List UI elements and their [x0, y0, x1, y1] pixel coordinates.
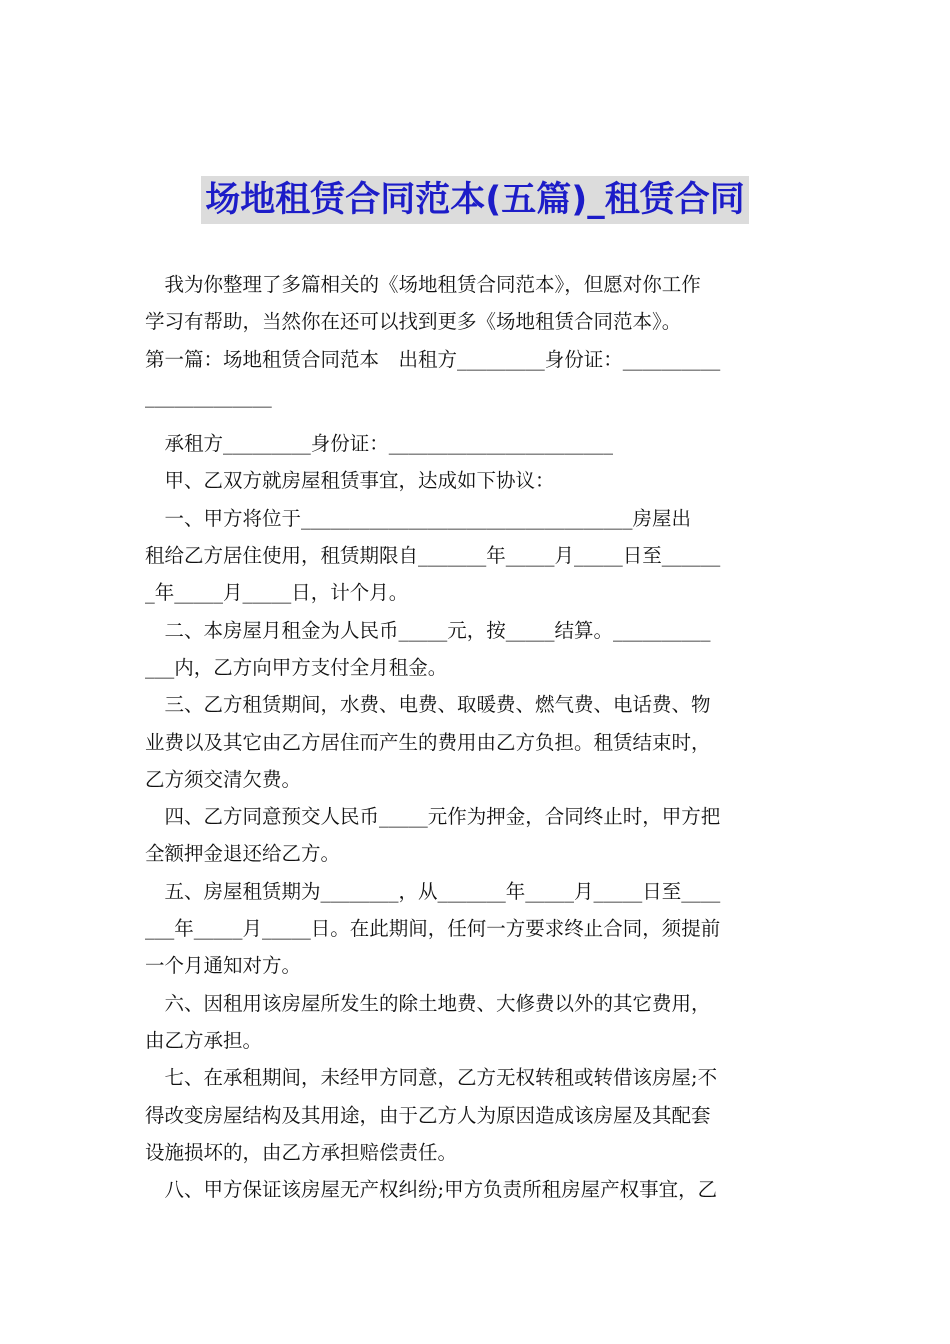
text-line: 甲、乙双方就房屋租赁事宜，达成如下协议： — [145, 469, 555, 493]
text-line: 设施损坏的，由乙方承担赔偿责任。 — [145, 1140, 458, 1164]
text-line: 三、乙方租赁期间，水费、电费、取暖费、燃气费、电话费、物 — [145, 693, 711, 717]
text-line: 我为你整理了多篇相关的《场地租赁合同范本》，但愿对你工作 — [145, 273, 701, 296]
text-line: 一、甲方将位于__________________________________房屋出 — [145, 506, 692, 530]
text-line: _年_____月_____日，计个月。 — [145, 581, 409, 605]
text-line: _____________ — [145, 384, 272, 408]
text-line: 乙方须交清欠费。 — [145, 767, 302, 791]
text-line: 第一篇：场地租赁合同范本 出租方_________身份证：__________ — [145, 347, 721, 371]
text-line: 由乙方承担。 — [145, 1028, 263, 1052]
text-line: 得改变房屋结构及其用途，由于乙方人为原因造成该房屋及其配套 — [145, 1103, 711, 1127]
paragraph-gap — [145, 415, 809, 425]
document-title: 场地租赁合同范本(五篇)_租赁合同 — [201, 176, 749, 224]
text-line: ___内，乙方向甲方支付全月租金。 — [145, 655, 448, 679]
text-line: 业费以及其它由乙方居住而产生的费用由乙方负担。租赁结束时， — [145, 730, 711, 754]
text-line: 租给乙方居住使用，租赁期限自_______年_____月_____日至______ — [145, 544, 721, 568]
title-container — [0, 176, 950, 224]
text-line: 六、因租用该房屋所发生的除土地费、大修费以外的其它费用， — [145, 991, 711, 1015]
text-line: 一个月通知对方。 — [145, 954, 302, 978]
text-line: 七、在承租期间，未经甲方同意，乙方无权转租或转借该房屋;不 — [145, 1066, 718, 1090]
text-line: 二、本房屋月租金为人民币_____元，按_____结算。__________ — [145, 618, 711, 642]
text-line: 全额押金退还给乙方。 — [145, 842, 341, 866]
text-line: 四、乙方同意预交人民币_____元作为押金，合同终止时，甲方把 — [145, 805, 721, 829]
text-line: 学习有帮助，当然你在还可以找到更多《场地租赁合同范本》。 — [145, 310, 682, 334]
text-line: 八、甲方保证该房屋无产权纠纷;甲方负责所租房屋产权事宜，乙 — [145, 1178, 718, 1202]
text-line: 五、房屋租赁期为________，从_______年_____月_____日至____ — [145, 879, 721, 903]
text-line: 承租方_________身份证：_______________________ — [145, 432, 614, 456]
text-line: ___年_____月_____日。在此期间，任何一方要求终止合同，须提前 — [145, 917, 721, 941]
document-body — [145, 266, 809, 1208]
